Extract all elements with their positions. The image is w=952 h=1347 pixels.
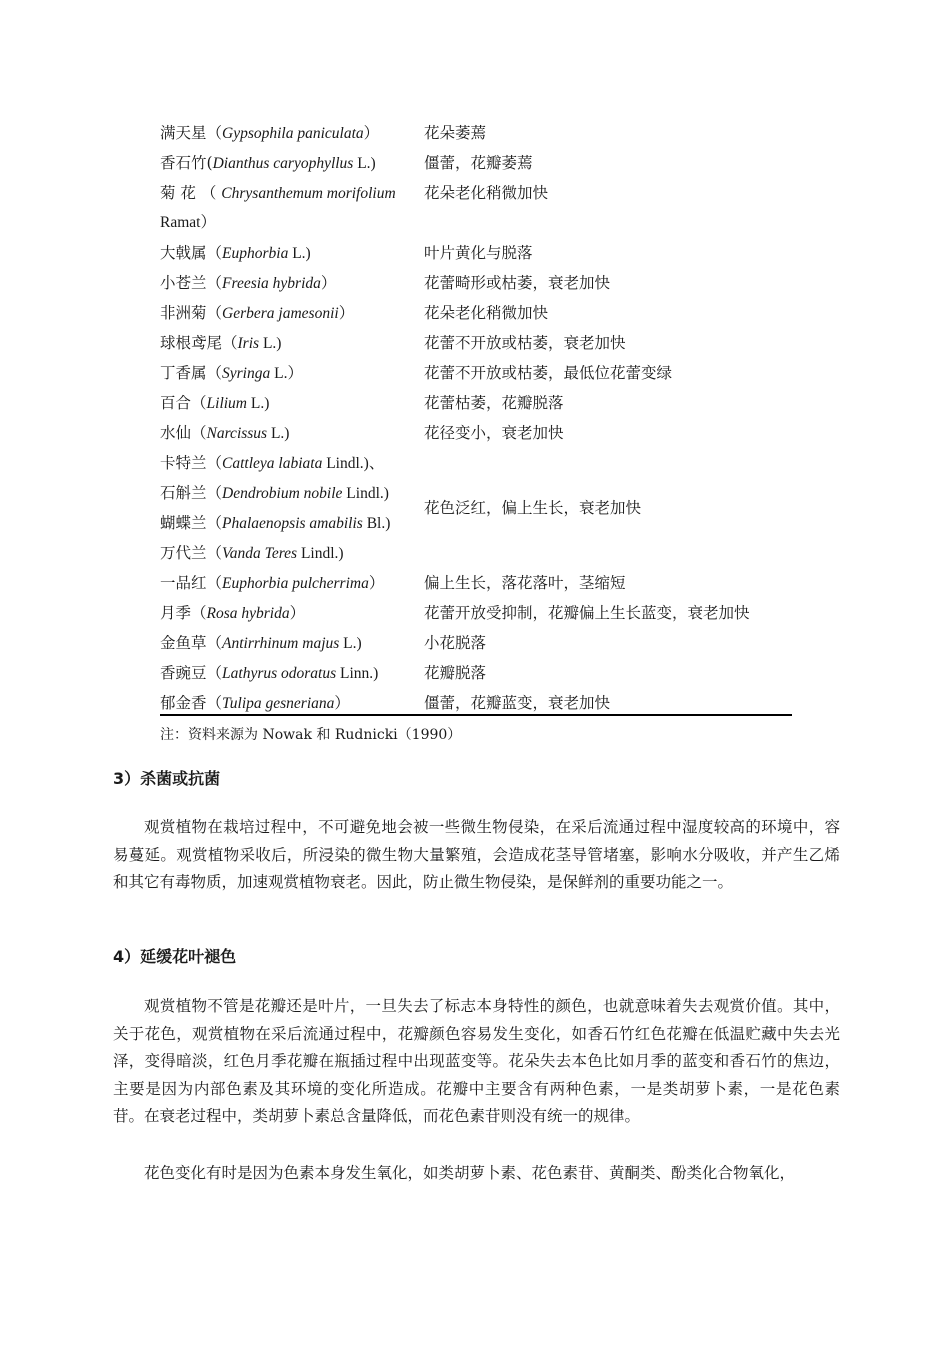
plant-name-cell: 水仙（Narcissus L.) bbox=[160, 424, 290, 442]
plant-name-cell: 小苍兰（Freesia hybrida） bbox=[160, 274, 337, 292]
effect-cell: 花朵老化稍微加快 bbox=[424, 184, 549, 202]
table-source-note: 注：资料来源为 Nowak 和 Rudnicki（1990） bbox=[160, 727, 462, 743]
effect-cell: 花瓣脱落 bbox=[424, 664, 487, 682]
plant-name-cell: 大戟属（Euphorbia L.) bbox=[160, 244, 311, 262]
effect-cell: 花朵萎蔫 bbox=[424, 124, 487, 142]
effect-cell: 花蕾不开放或枯萎，最低位花蕾变绿 bbox=[424, 364, 673, 382]
section-heading: 3）杀菌或抗菌 bbox=[113, 769, 221, 788]
plant-name-cell: 卡特兰（Cattleya labiata Lindl.)、 bbox=[160, 454, 385, 472]
plant-name-cell: 月季（Rosa hybrida） bbox=[160, 604, 306, 622]
effect-cell: 花蕾畸形或枯萎，衰老加快 bbox=[424, 274, 611, 292]
effect-cell: 僵蕾，花瓣萎蔫 bbox=[424, 154, 533, 172]
section-heading: 4）延缓花叶褪色 bbox=[113, 947, 237, 966]
body-paragraph: 观赏植物不管是花瓣还是叶片，一旦失去了标志本身特性的颜色，也就意味着失去观赏价值。其中，关于花色，观赏植物在采后流通过程中，花瓣颜色容易发生变化，如香石竹红色花瓣在低温贮藏中失去光泽，变得暗淡，红色月季花瓣在瓶插过程中出现蓝变等。花朵失去本色比如月季的蓝变和香石竹的焦边，主要是因为内部色素及其环境的变化所造成。花瓣中主要含有两种色素，一是类胡萝卜素，一是花色素苷。在衰老过程中，类胡萝卜素总含量降低，而花色素苷则没有统一的规律。 bbox=[113, 997, 840, 1125]
plant-name-cell: 非洲菊（Gerbera jamesonii） bbox=[160, 304, 355, 322]
orchid-effect-cell: 花色泛红，偏上生长，衰老加快 bbox=[424, 499, 642, 517]
plant-name-cell: 蝴蝶兰（Phalaenopsis amabilis Bl.) bbox=[160, 514, 391, 532]
plant-name-cell: 香豌豆（Lathyrus odoratus Linn.) bbox=[160, 664, 379, 682]
plant-name-cell: 球根鸢尾（Iris L.) bbox=[160, 334, 282, 352]
effect-cell: 叶片黄化与脱落 bbox=[424, 244, 533, 262]
effect-cell: 小花脱落 bbox=[424, 634, 487, 652]
plant-name-cell: 菊 花 （ Chrysanthemum morifolium bbox=[160, 184, 396, 202]
table-bottom-rule bbox=[160, 714, 792, 716]
effect-cell: 偏上生长，落花落叶，茎缩短 bbox=[424, 574, 626, 592]
plant-name-cell: 石斛兰（Dendrobium nobile Lindl.) bbox=[160, 484, 389, 502]
effect-cell: 花径变小，衰老加快 bbox=[424, 424, 564, 442]
effect-cell: 花朵老化稍微加快 bbox=[424, 304, 549, 322]
effect-cell: 僵蕾，花瓣蓝变，衰老加快 bbox=[424, 694, 611, 712]
effect-cell: 花蕾不开放或枯萎，衰老加快 bbox=[424, 334, 626, 352]
plant-name-cell: 万代兰（Vanda Teres Lindl.) bbox=[160, 544, 344, 562]
body-paragraph: 花色变化有时是因为色素本身发生氧化，如类胡萝卜素、花色素苷、黄酮类、酚类化合物氧化， bbox=[144, 1164, 796, 1182]
body-paragraph: 观赏植物在栽培过程中，不可避免地会被一些微生物侵染，在采后流通过程中湿度较高的环境中，容易蔓延。观赏植物采收后，所浸染的微生物大量繁殖，会造成花茎导管堵塞，影响水分吸收，并产生乙烯和其它有毒物质，加速观赏植物衰老。因此，防止微生物侵染，是保鲜剂的重要功能之一。 bbox=[113, 818, 840, 891]
plant-name-cell: 一品红（Euphorbia pulcherrima） bbox=[160, 574, 385, 592]
plant-name-cell: Ramat） bbox=[160, 214, 216, 231]
plant-name-cell: 满天星（Gypsophila paniculata） bbox=[160, 124, 380, 142]
effect-cell: 花蕾枯萎，花瓣脱落 bbox=[424, 394, 564, 412]
plant-name-cell: 郁金香（Tulipa gesneriana） bbox=[160, 694, 350, 712]
effect-cell: 花蕾开放受抑制，花瓣偏上生长蓝变，衰老加快 bbox=[424, 604, 750, 622]
plant-name-cell: 丁香属（Syringa L.） bbox=[160, 364, 303, 382]
plant-name-cell: 香石竹(Dianthus caryophyllus L.) bbox=[160, 154, 376, 172]
plant-name-cell: 金鱼草（Antirrhinum majus L.) bbox=[160, 634, 362, 652]
plant-name-cell: 百合（Lilium L.) bbox=[160, 394, 270, 412]
